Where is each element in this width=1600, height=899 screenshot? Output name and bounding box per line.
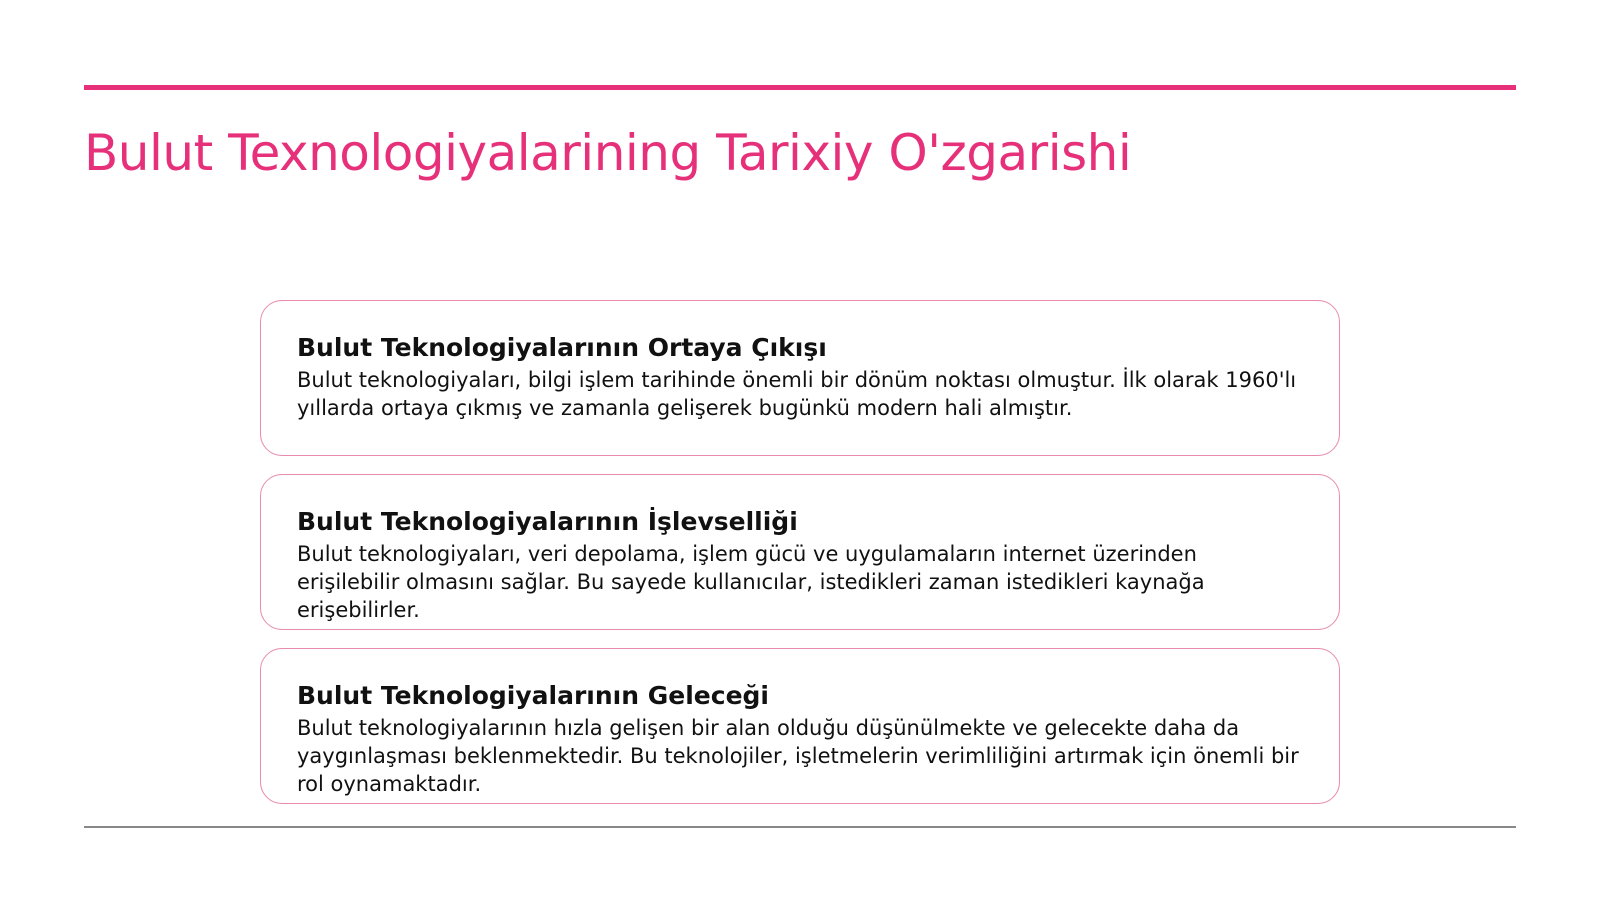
card-heading: Bulut Teknologiyalarının Geleceği — [297, 681, 769, 710]
card-emergence — [260, 300, 1340, 456]
footer-divider — [84, 826, 1516, 828]
card-functionality — [260, 474, 1340, 630]
title-accent-rule — [84, 85, 1516, 90]
card-heading: Bulut Teknologiyalarının Ortaya Çıkışı — [297, 333, 827, 362]
slide-title: Bulut Texnologiyalarining Tarixiy O'zgarishi — [84, 124, 1132, 182]
card-body: Bulut teknologiyaları, bilgi işlem tarihinde önemli bir dönüm noktası olmuştur. İlk olarak 1960'lı yıllarda ortaya çıkmış ve zamanla gelişerek bugünkü modern hali almıştır. — [297, 368, 1297, 420]
card-future — [260, 648, 1340, 804]
card-body: Bulut teknologiyaları, veri depolama, işlem gücü ve uygulamaların internet üzerinden erişilebilir olmasını sağlar. Bu sayede kullanıcılar, istedikleri zaman istedikleri kaynağa erişebilirler. — [297, 542, 1205, 622]
content-cards — [260, 300, 1340, 822]
card-body: Bulut teknologiyalarının hızla gelişen bir alan olduğu düşünülmekte ve gelecekte daha da yaygınlaşması beklenmektedir. Bu teknolojiler, işletmelerin verimliliğini artırmak için önemli bir rol oynamaktadır. — [297, 716, 1299, 796]
card-heading: Bulut Teknologiyalarının İşlevselliği — [297, 507, 798, 536]
